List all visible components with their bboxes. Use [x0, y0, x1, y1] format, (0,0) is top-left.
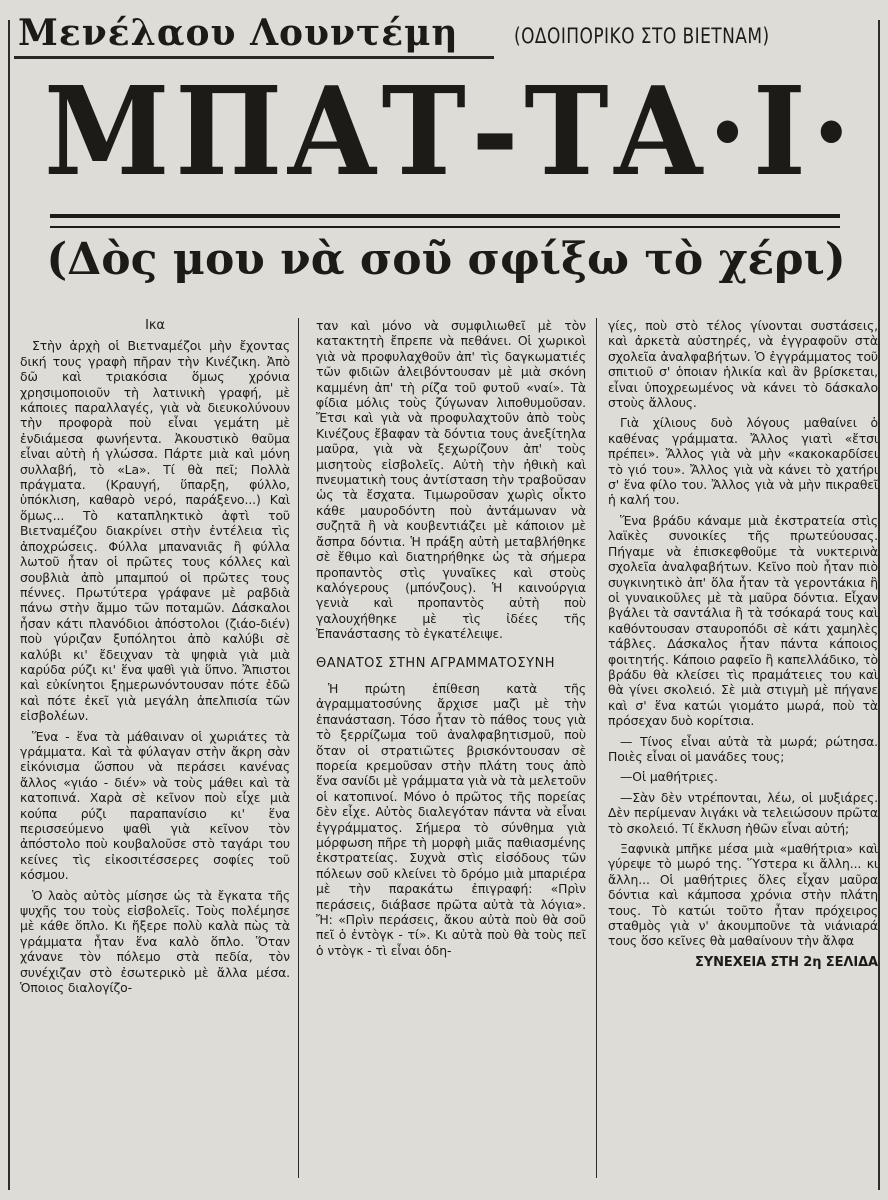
headline: ΜΠΑΤ-ΤΑ·Ι· — [44, 59, 857, 203]
paragraph: Γιὰ χίλιους δυὸ λόγους μαθαίνει ὁ καθένας γράμματα. Ἄλλος γιατὶ «ἔτσι πρέπει». Ἄλλος γιὰ νὰ μὴν «κακοκαρδίσει τὸ γιό του». Ἄλλος γιὰ νὰ κάνει τὸ χατήρι σ' ἕνα φίλο του. Ἄλλος γιὰ νὰ μὴν πικραθεῖ ἡ καλή του. — [608, 415, 878, 508]
paragraph: Στὴν ἀρχὴ οἱ Βιετναμέζοι μὴν ἔχοντας δική τους γραφὴ πῆραν τὴν Κινέζικη. Ἀπὸ δῶ καὶ τριακόσια ὅμως χρόνια χρησιμοποιοῦν τὴ λατινικὴ γραφή, μὲ κάποιες παραλλαγές, γιὰ νὰ διευκολύνουν τὴν προφορὰ ποὺ εἶναι γεμάτη μὲ ἐνδιάμεσα φωνήεντα. Ἀκουστικὸ θαῦμα εἶναι αὐτὴ ἡ γλώσσα. Πάρτε μιὰ καὶ μόνη συλλαβή, τὸ «La». Τί θὰ πεῖ; Πολλὰ πράγματα. (Κραυγή, ὕπαρξη, φύλλο, ὑπόκλιση, καθαρὸ νερό, παράξενο...) Καὶ ὅμως... Τὸ καταπληκτικὸ ἀφτὶ τοῦ Βιετναμέζου διακρίνει στὴν ἐντέλεια τὶς ἀποχρώσεις. Φύλλα μπανανιᾶς ἢ φύλλα λωτοῦ ἦταν οἱ πρῶτες τους κόλλες καὶ σουβλιὰ ἀπὸ μπαμπού οἱ πρῶτες τους πέννες. Πρωτύτερα γράφανε μὲ ραβδιὰ πάνω στὴν ἄμμο τῶν ποταμῶν. Δάσκαλοι ἦσαν κάτι πλανόδιοι ἀπόστολοι (ζιάο-διέν) ποὺ γύριζαν ξυπόλητοι ἀπὸ καλύβι σὲ καλύβι κι' ἔδειχναν τὰ ψηφιὰ γιὰ μιὰ καρύδα ρύζι κι' ἕνα ψαθὶ γιὰ ὕπνο. Ἄπιστοι καὶ εὐκίνητοι ξημερωνόντουσαν πότε ἐδῶ καὶ πότε ἐκεῖ γιὰ μεγάλη ἀπελπισία τῶν εἰσβολέων. — [20, 338, 290, 724]
paragraph: γίες, ποὺ στὸ τέλος γίνονται συστάσεις, καὶ ἀρκετὰ αὐστηρές, νὰ ἐγγραφοῦν στὰ σχολεῖα ἀναλφαβήτων. Ὁ ἐγγράμματος τοῦ σπιτιοῦ σ' ὁποιαν ἡλικία καὶ ἂν βρίσκεται, εἶναι ὑποχρεωμένος νὰ κάνει τὸ δάσκαλο στοὺς ἄλλους. — [608, 318, 878, 411]
paragraph: Ἕνα - ἕνα τὰ μάθαιναν οἱ χωριάτες τὰ γράμματα. Καὶ τὰ φύλαγαν στὴν ἄκρη σὰν εἰκόνισμα ὥσπου νὰ περάσει κανένας ἄλλος «γιάο - διέν» νὰ τοὺς μάθει καὶ τὰ κατοπινά. Χαρὰ σὲ κεῖνον ποὺ εἶχε μιὰ κούπα ρύζι παραπανίσιο κι' ἕνα περισσεύμενο ψαθὶ γιὰ κεῖνον τὸν ἀπόστολο ποὺ κουβαλοῦσε στὸ ταγάρι του κείνες τὶς εἰκοσιτέσσερες σοφίες τοῦ κόσμου. — [20, 728, 290, 883]
column-divider — [596, 318, 597, 1178]
continued-notice: ΣΥΝΕΧΕΙΑ ΣΤΗ 2η ΣΕΛΙΔΑ — [695, 954, 878, 970]
section-title: ΘΑΝΑΤΟΣ ΣΤΗΝ ΑΓΡΑΜΜΑΤΟΣΥΝΗ — [316, 655, 556, 671]
paragraph: —Σὰν δὲν ντρέπονται, λέω, οἱ μυξιάρες. Δὲν περίμεναν λιγάκι νὰ τελειώσουν πρῶτα τὸ σκολειό. Τί ἔκλυση ἠθῶν εἶναι αὐτή; — [608, 789, 878, 836]
article-column-1 — [20, 318, 290, 1000]
paragraph: ταν καὶ μόνο νὰ συμφιλιωθεῖ μὲ τὸν κατακτητὴ ἔπρεπε νὰ πεθάνει. Οἱ χωρικοὶ γιὰ νὰ προφυλαχθοῦν ἀπ' τὶς δαγκωματιές τῶν φιδιῶν ἀλειβόντουσαν μὲ μιὰ σκόνη καμμένη ἀπ' τὴ ρίζα τοῦ φυτοῦ «ναί». Τὰ φίδια μόλις τοὺς ζύγωναν λιποθυμοῦσαν. Ἔτσι καὶ γιὰ νὰ προφυλαχτοῦν ἀπὸ τοὺς Κινέζους ἔβαφαν τὰ δόντια τους ἀνεξίτηλα μαῦρα, γιὰ νὰ ξεχωρίζουν ἀπ' τοὺς μισητοὺς εἰσβολεῖς. Αὐτὴ τὴν ἠθικὴ καὶ πνευματικὴ τους ἀντίσταση τὴν τραβοῦσαν ὡς τὰ ἔσχατα. Τιμωροῦσαν χωρὶς οἶκτο κάθε μαυροδόντη ποὺ ἀντάμωναν νὰ συζητᾶ ἢ νὰ κουβεντιάζει μὲ κάποιον μὲ ἄσπρα δόντια. Ἡ πράξη αὐτὴ μεταβλήθηκε σὲ ἔθιμο καὶ διατηρήθηκε ὡς τὰ σήμερα προπαντὸς στὶς γυναῖκες καὶ στοὺς καλόγερους (μπόνζους). Ἡ καινούργια γενιὰ καὶ προπαντὸς αὐτὴ ποὺ γαλουχήθηκε μὲ τὶς ἰδέες τῆς Ἐπανάστασης τὸ ἐγκατέλειψε. — [316, 318, 586, 642]
series-label: (ΟΔΟΙΠΟΡΙΚΟ ΣΤΟ ΒΙΕΤΝΑΜ) — [514, 24, 770, 48]
author-name: Μενέλαου Λουντέμη — [18, 12, 459, 54]
paragraph: Ἕνα βράδυ κάναμε μιὰ ἐκστρατεία στὶς λαϊκὲς συνοικίες τῆς πρωτεύουσας. Πήγαμε νὰ ἐπισκεφθοῦμε τὰ νυκτερινὰ σχολεῖα ἀναλφαβήτων. Κεῖνο ποὺ ἦταν πιὸ συγκινητικὸ ἀπ' ὅλα ἦταν τὰ γεροντάκια ἢ οἱ γυναικοῦλες μὲ τὰ μαῦρα δόντια. Εἶχαν βγάλει τὰ σαντάλια ἢ τὰ τσόκαρά τους καὶ καθόντουσαν σταυροπόδι σὲ κάτι χαμηλὲς τάβλες. Δάσκαλος ἦταν πάντα κάποιος φοιτητής. Κάποιο ραφεῖο ἢ καπελλάδικο, τὸ βράδυ θὰ κλείσει τὶς πραμάτειες του καὶ θὰ γίνει σκολειό. Σὲ μιὰ στιγμὴ μὲ πήγανε καὶ σ' ἕνα κατώι γιομάτο μωρά, ποὺ τὰ πρόσεχαν δυὸ κορίτσια. — [608, 512, 878, 729]
headline-rule — [50, 214, 840, 228]
right-border — [878, 20, 880, 1190]
column-divider — [298, 318, 299, 1178]
section-marker: Ικα — [145, 318, 165, 333]
article-column-3 — [608, 318, 878, 975]
article-header — [14, 6, 874, 62]
left-border — [8, 20, 10, 1190]
paragraph: Ξαφνικὰ μπῆκε μέσα μιὰ «μαθήτρια» καὶ γύρεψε τὸ μωρό της. Ὕστερα κι ἄλλη... κι ἄλλη... Οἱ μαθήτριες ὅλες εἶχαν μαῦρα δόντια καὶ κάμποσα χρόνια στὴν πλάτη τους. Τὸ κατώι τοῦτο ἦταν πρόχειρος σταθμὸς γιὰ ν' ἀκουμποῦνε τὰ νιάνιαρά τους ὅσο κεῖνες θὰ μαθαίνουν τὴν ἄλφα — [608, 841, 878, 949]
paragraph: — Τίνος εἶναι αὐτὰ τὰ μωρά; ρώτησα. Ποιὲς εἶναι οἱ μανάδες τους; — [608, 733, 878, 764]
paragraph: Ἡ πρώτη ἐπίθεση κατὰ τῆς ἀγραμματοσύνης ἄρχισε μαζὶ μὲ τὴν ἐπανάσταση. Τόσο ἦταν τὸ πάθος τους γιὰ τὸ ξερρίζωμα τοῦ ἀναλφαβητισμοῦ, ποὺ ὅταν οἱ στρατιῶτες βρισκόντουσαν σὲ πορεία κρεμοῦσαν στὴν πλάτη τους ἀπὸ ἕνα σανίδι μὲ γράμματα γιὰ νὰ τὰ μελετοῦν οἱ κατοπινοί. Μόνο ὁ πρῶτος τῆς πορείας δὲν εἶχε. Αὐτὸς διαλεγόταν πάντα νὰ εἶναι ἐγγράμματος. Σήμερα τὸ σύνθημα γιὰ μόρφωση πῆρε τὴ μορφὴ μιᾶς παθιασμένης ἐκστρατείας. Συχνὰ στὶς εἰσόδους τῶν πόλεων σοῦ κλείνει τὸ δρόμο μιὰ μπαριέρα μὲ τὴν παρακάτω ἐπιγραφή: «Πρὶν περάσεις, διάβασε πρῶτα αὐτὰ τὰ λόγια». Ἤ: «Πρὶν περάσεις, ἄκου αὐτὰ ποὺ θὰ σοῦ πεῖ ὁ ἐντὸγκ - τί». Κι αὐτὰ ποὺ θὰ τοὺς πεῖ ὁ ντὸγκ - τὶ εἶναι ὁδη- — [316, 680, 586, 958]
paragraph: Ὁ λαὸς αὐτὸς μίσησε ὡς τὰ ἔγκατα τῆς ψυχῆς του τοὺς εἰσβολεῖς. Τοὺς πολέμησε μὲ κάθε ὅπλο. Κι ἤξερε πολὺ καλὰ πὼς τὰ γράμματα ἦταν ἕνα καλὸ ὅπλο. Ὅταν χάνανε τὸν πόλεμο στὰ πεδία, τὸν συνέχιζαν στὸ ἐσωτερικὸ μὲ ἄλλα μέσα. Ὁποιος διαλογίζο- — [20, 887, 290, 996]
article-column-2 — [316, 318, 586, 963]
subtitle: (Δὸς μου νὰ σοῦ σφίξω τὸ χέρι) — [46, 234, 846, 285]
paragraph: —Οἱ μαθήτριες. — [620, 769, 718, 785]
